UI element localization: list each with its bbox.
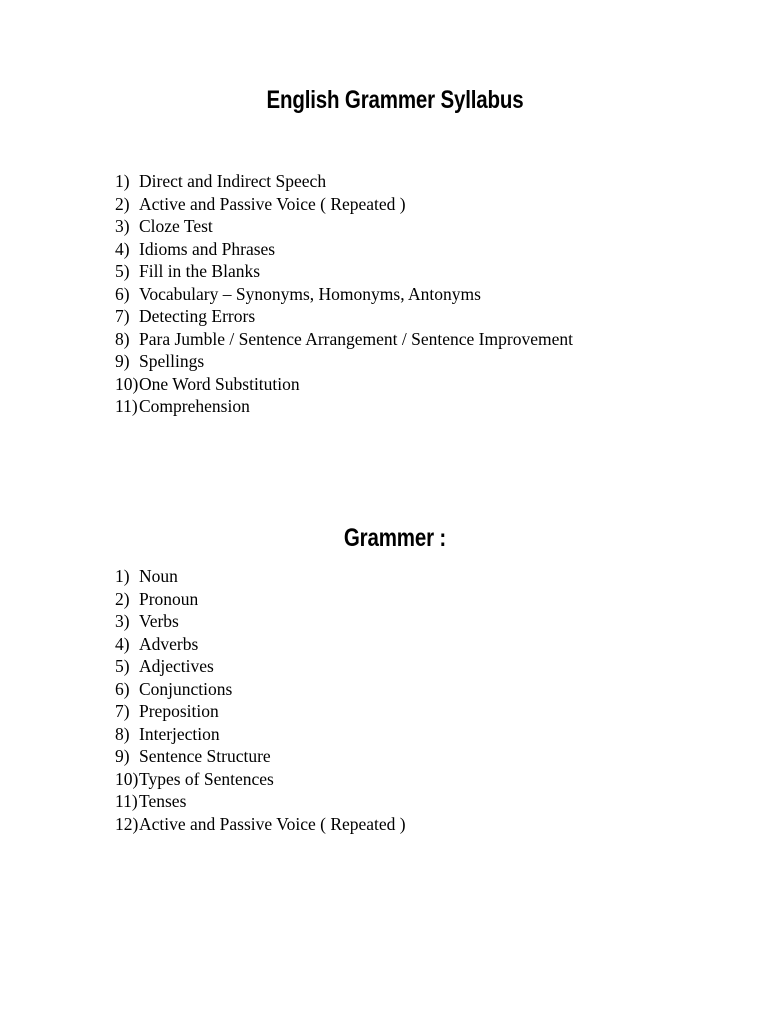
item-text: One Word Substitution xyxy=(139,373,300,394)
item-text: Active and Passive Voice ( Repeated ) xyxy=(139,813,406,834)
list-item xyxy=(115,790,187,813)
list-item xyxy=(115,655,214,678)
item-text: Interjection xyxy=(139,723,220,744)
item-number: 11) xyxy=(115,396,138,416)
list-item xyxy=(115,588,199,611)
list-item xyxy=(115,283,481,306)
item-number: 3) xyxy=(115,611,130,631)
grammer-list xyxy=(115,565,406,835)
item-text: Conjunctions xyxy=(139,678,233,699)
list-item xyxy=(115,633,199,656)
item-number: 12) xyxy=(115,813,139,834)
item-text: Pronoun xyxy=(139,588,199,609)
list-item xyxy=(115,328,573,351)
item-text: Comprehension xyxy=(139,396,250,416)
item-number: 5) xyxy=(115,261,130,281)
item-number: 11) xyxy=(115,791,138,811)
list-item xyxy=(115,260,261,283)
grammer-heading: Grammer : xyxy=(343,524,447,552)
list-item xyxy=(115,565,178,588)
item-number: 5) xyxy=(115,656,130,676)
list-item xyxy=(115,813,406,836)
item-text: Detecting Errors xyxy=(139,306,256,326)
item-number: 3) xyxy=(115,216,130,236)
item-text: Para Jumble / Sentence Arrangement / Sentence Improvement xyxy=(139,328,573,349)
item-number: 4) xyxy=(115,633,130,654)
item-text: Direct and Indirect Speech xyxy=(139,171,327,191)
item-number: 1) xyxy=(115,566,130,586)
item-text: Active and Passive Voice ( Repeated ) xyxy=(139,193,406,214)
item-number: 8) xyxy=(115,723,130,744)
item-text: Adjectives xyxy=(139,656,214,676)
item-number: 7) xyxy=(115,701,130,721)
item-text: Tenses xyxy=(139,791,187,811)
item-number: 9) xyxy=(115,746,130,766)
item-number: 1) xyxy=(115,171,130,191)
list-item xyxy=(115,373,300,396)
item-number: 7) xyxy=(115,306,130,326)
item-number: 2) xyxy=(115,588,130,609)
item-text: Vocabulary – Synonyms, Homonyms, Antonyms xyxy=(139,283,481,304)
item-text: Cloze Test xyxy=(139,216,213,236)
list-item xyxy=(115,170,327,193)
list-item xyxy=(115,610,179,633)
list-item xyxy=(115,395,250,418)
list-item xyxy=(115,305,256,328)
item-number: 4) xyxy=(115,238,130,259)
list-item xyxy=(115,700,219,723)
item-text: Types of Sentences xyxy=(139,768,274,789)
list-item xyxy=(115,238,276,261)
item-text: Sentence Structure xyxy=(139,746,271,766)
list-item xyxy=(115,215,213,238)
item-text: Fill in the Blanks xyxy=(139,261,261,281)
item-number: 10) xyxy=(115,373,139,394)
item-text: Noun xyxy=(139,566,178,586)
item-text: Idioms and Phrases xyxy=(139,238,276,259)
item-number: 9) xyxy=(115,351,130,371)
list-item xyxy=(115,350,205,373)
list-item xyxy=(115,678,233,701)
item-number: 8) xyxy=(115,328,130,349)
list-item xyxy=(115,745,271,768)
item-number: 2) xyxy=(115,193,130,214)
page-title: English Grammer Syllabus xyxy=(266,86,524,114)
item-number: 10) xyxy=(115,768,139,789)
item-text: Verbs xyxy=(139,611,179,631)
list-item xyxy=(115,768,274,791)
list-item xyxy=(115,723,220,746)
syllabus-list xyxy=(115,170,573,418)
item-text: Preposition xyxy=(139,701,219,721)
item-text: Adverbs xyxy=(139,633,199,654)
item-number: 6) xyxy=(115,283,130,304)
list-item xyxy=(115,193,406,216)
item-number: 6) xyxy=(115,678,130,699)
item-text: Spellings xyxy=(139,351,205,371)
